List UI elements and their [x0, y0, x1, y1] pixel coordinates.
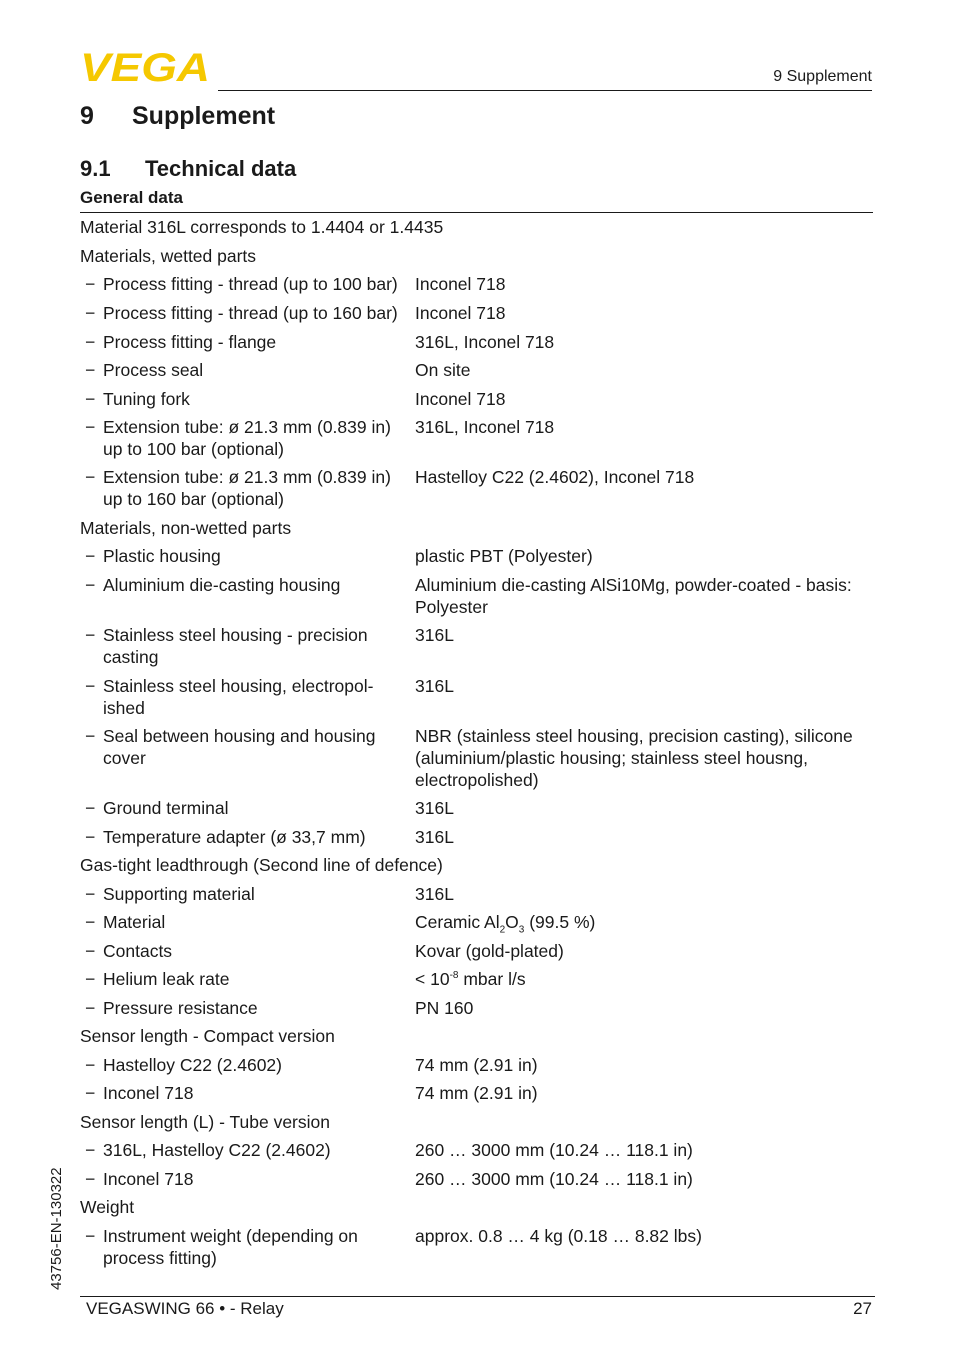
list-dash: −	[85, 969, 96, 989]
spec-label: 316L, Hastelloy C22 (2.4602)	[103, 1140, 331, 1160]
value-text: < 10	[415, 969, 450, 989]
spec-value	[415, 911, 875, 936]
group-label: Gas-tight leadthrough (Second line of defence)	[80, 855, 443, 875]
group-label: Materials, non-wetted parts	[80, 518, 292, 538]
spec-label: Temperature adapter (ø 33,7 mm)	[103, 827, 366, 847]
spec-value: Kovar (gold-plated)	[415, 941, 564, 961]
list-dash: −	[85, 912, 96, 932]
chapter-title: Supplement	[132, 102, 276, 130]
list-dash: −	[85, 625, 96, 645]
list-dash: −	[85, 1083, 96, 1103]
list-dash: −	[85, 575, 96, 595]
section-title: Technical data	[145, 156, 297, 181]
spec-value: 316L	[415, 676, 454, 696]
spec-value: 74 mm (2.91 in)	[415, 1055, 538, 1075]
spec-value: 260 … 3000 mm (10.24 … 118.1 in)	[415, 1140, 693, 1160]
section-number: 9.1	[80, 156, 111, 181]
chapter-number: 9	[80, 102, 94, 130]
spec-value: 316L, Inconel 718	[415, 417, 555, 437]
spec-label: Contacts	[103, 941, 173, 961]
spec-value: 316L	[415, 884, 454, 904]
list-dash: −	[85, 884, 96, 904]
spec-label: Pressure resistance	[103, 998, 258, 1018]
spec-value: Inconel 718	[415, 274, 506, 294]
spec-value: 74 mm (2.91 in)	[415, 1083, 538, 1103]
spec-value: approx. 0.8 … 4 kg (0.18 … 8.82 lbs)	[415, 1226, 702, 1246]
spec-value: Inconel 718	[415, 389, 506, 409]
group-label: Sensor length - Compact version	[80, 1026, 335, 1046]
vega-logo	[80, 50, 212, 84]
spec-label: Stainless steel housing - precision casting	[103, 625, 368, 667]
spec-label: Process fitting - thread (up to 100 bar)	[103, 274, 398, 294]
page-number: 27	[853, 1299, 872, 1318]
spec-value: Aluminium die-casting AlSi10Mg, powder-coated - basis: Polyester	[415, 575, 852, 617]
subscript: 2	[499, 924, 506, 936]
spec-label: Ground terminal	[103, 798, 229, 818]
list-dash: −	[85, 798, 96, 818]
value-text: Ceramic Al	[415, 912, 500, 932]
value-text: O	[505, 912, 519, 932]
list-dash: −	[85, 417, 96, 437]
subheading: General data	[80, 188, 183, 207]
spec-label: Tuning fork	[103, 389, 190, 409]
superscript: -8	[449, 970, 459, 982]
list-dash: −	[85, 1169, 96, 1189]
spec-label: Extension tube: ø 21.3 mm (0.839 in) up to 100 bar (optional)	[103, 417, 391, 459]
spec-label: Plastic housing	[103, 546, 221, 566]
spec-label: Stainless steel housing, electropol-ished	[103, 676, 374, 718]
spec-label: Aluminium die-casting housing	[103, 575, 341, 595]
list-dash: −	[85, 546, 96, 566]
list-dash: −	[85, 726, 96, 746]
spec-label: Material	[103, 912, 166, 932]
chapter-heading	[80, 102, 275, 131]
spec-label: Instrument weight (depending on process fitting)	[103, 1226, 358, 1268]
footer-title: VEGASWING 66 • - Relay	[86, 1299, 284, 1318]
group-label: Sensor length (L) - Tube version	[80, 1112, 330, 1132]
list-dash: −	[85, 1055, 96, 1075]
list-dash: −	[85, 467, 96, 487]
logo-text: VEGA	[80, 50, 210, 84]
spec-value	[415, 968, 875, 990]
spec-label: Seal between housing and housing cover	[103, 726, 376, 768]
spec-label: Extension tube: ø 21.3 mm (0.839 in) up to 160 bar (optional)	[103, 467, 391, 509]
list-dash: −	[85, 332, 96, 352]
spec-value: On site	[415, 360, 471, 380]
spec-value: 316L	[415, 827, 454, 847]
group-label: Materials, wetted parts	[80, 246, 257, 266]
list-dash: −	[85, 389, 96, 409]
subscript: 3	[518, 924, 525, 936]
document-code: 43756-EN-130322	[48, 1167, 65, 1290]
list-dash: −	[85, 1226, 96, 1246]
header-rule	[218, 90, 872, 91]
spec-value: plastic PBT (Polyester)	[415, 546, 593, 566]
spec-value: Hastelloy C22 (2.4602), Inconel 718	[415, 467, 695, 487]
spec-label: Process fitting - thread (up to 160 bar)	[103, 303, 398, 323]
section-heading	[80, 156, 296, 182]
list-dash: −	[85, 676, 96, 696]
list-dash: −	[85, 941, 96, 961]
spec-value: Inconel 718	[415, 303, 506, 323]
group-label: Material 316L corresponds to 1.4404 or 1.4435	[80, 217, 444, 237]
value-text: mbar l/s	[458, 969, 526, 989]
spec-label: Hastelloy C22 (2.4602)	[103, 1055, 282, 1075]
spec-label: Process fitting - flange	[103, 332, 277, 352]
spec-value: 316L, Inconel 718	[415, 332, 555, 352]
list-dash: −	[85, 827, 96, 847]
running-header: 9 Supplement	[773, 68, 872, 85]
spec-label: Process seal	[103, 360, 204, 380]
spec-value: 260 … 3000 mm (10.24 … 118.1 in)	[415, 1169, 693, 1189]
spec-value: PN 160	[415, 998, 474, 1018]
value-text: (99.5 %)	[524, 912, 596, 932]
footer-rule	[80, 1296, 875, 1297]
spec-value: NBR (stainless steel housing, precision casting), silicone (aluminium/plastic housing; stainless steel housng, electropolished)	[415, 726, 853, 790]
spec-label: Supporting material	[103, 884, 255, 904]
list-dash: −	[85, 274, 96, 294]
list-dash: −	[85, 998, 96, 1018]
list-dash: −	[85, 1140, 96, 1160]
spec-value: 316L	[415, 798, 454, 818]
list-dash: −	[85, 303, 96, 323]
spec-label: Inconel 718	[103, 1083, 194, 1103]
list-dash: −	[85, 360, 96, 380]
spec-label: Helium leak rate	[103, 969, 230, 989]
spec-label: Inconel 718	[103, 1169, 194, 1189]
spec-value: 316L	[415, 625, 454, 645]
group-label: Weight	[80, 1197, 135, 1217]
subheading-rule	[80, 212, 873, 213]
